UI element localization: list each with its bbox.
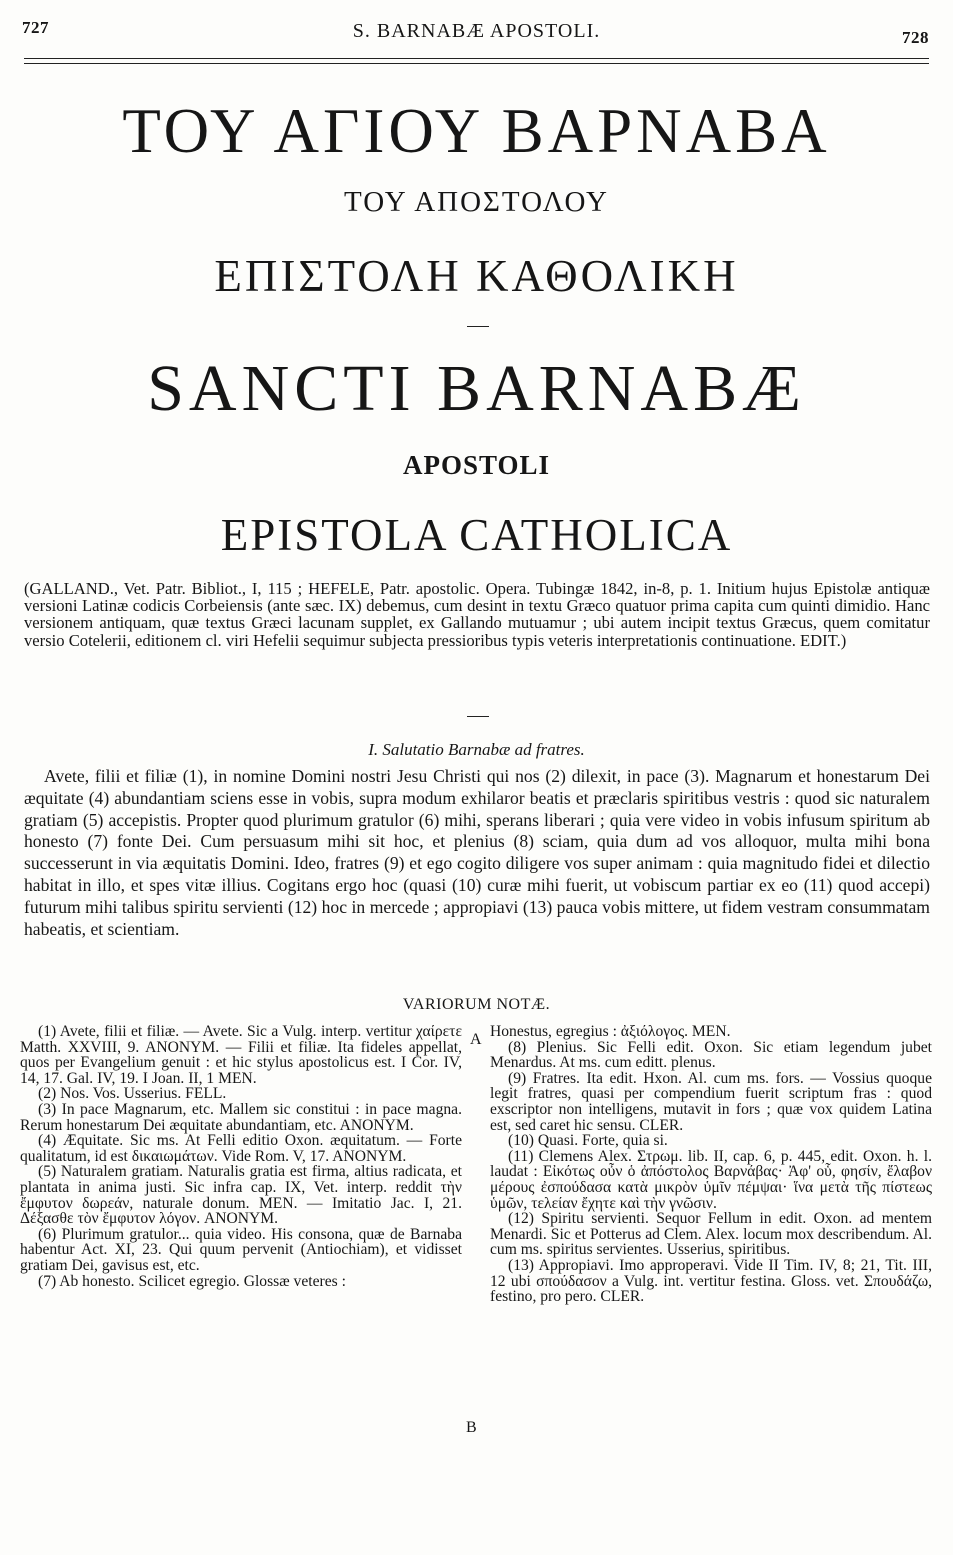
page-number-left: 727 (22, 18, 49, 37)
editorial-introduction: (GALLAND., Vet. Patr. Bibliot., I, 115 ; HEFELE, Patr. apostolic. Opera. Tubingæ 1842, in-8, p. 1. Initium hujus Epistolæ antiquæ versioni Latinæ codicis Corbeiensis (ante sæc. IX) debemus, cum desint in textu Græco quatuor prima capita cum quinti dimidio. Hanc versionem antiquam, quæ textus Græci lacunam supplet, ex Gallando mutuamur ; ubi autem incipit textus Græcus, quem comitatur versio Cotelerii, editionem cl. viri Hefelii sequimur subjecta pressioribus typis veteris interpretationis continuatione. EDIT.) (24, 579, 930, 650)
note-item: (9) Fratres. Ita edit. Hxon. Al. cum ms. fors. — Vossius quoque legit fratres, quasi per compendium fuerit scriptum fras : quod exscriptor non intelligens, mutavit in fors ; quæ vox quidem Latina est, sed caret hic sensu. CLER. (490, 1069, 932, 1134)
notes-column-right (490, 1024, 932, 1305)
running-title: S. BARNABÆ APOSTOLI. (352, 20, 601, 42)
latin-title-epistle: EPISTOLA CATHOLICA (220, 510, 733, 560)
note-item: (2) Nos. Vos. Usserius. FELL. (38, 1085, 227, 1103)
note-item: (6) Plurimum gratulor... quia video. His consona, quæ de Barnaba habentur Act. XI, 23. Qui quum pervenit (Antiochiam), et vidisset gratiam Dei, gavisus est, etc. (20, 1225, 462, 1274)
note-item: Honestus, egregius : ἀξιόλογος. MEN. (490, 1023, 731, 1040)
note-item: (1) Avete, filii et filiæ. — Avete. Sic a Vulg. interp. vertitur χαίρετε Matth. XXVIII, 9. ANONYM. — Filii et filiæ. Ita fideles appellat, quos per Evangelium genuit : et hic stylus apostolicus est. I Cor. IV, 14, 17. Gal. IV, 19. I Joan. II, 1 MEN. (20, 1023, 462, 1087)
notes-heading: VARIORUM NOTÆ. (402, 996, 551, 1013)
note-item: (10) Quasi. Forte, quia si. (508, 1132, 668, 1150)
latin-title-sub: APOSTOLI (402, 450, 551, 480)
note-item: (13) Appropiavi. Imo approperavi. Vide II Tim. IV, 8; 21, Tit. III, 12 ubi σπούδασον a Vulg. int. vertitur festina. Gloss. vet. Σπουδάζω, festino, pro pero. CLER. (490, 1256, 932, 1306)
greek-title-main: ΤΟΥ ΑΓΙΟΥ ΒΑΡΝΑΒΑ (122, 96, 831, 166)
margin-letter-b: B (466, 1419, 477, 1436)
running-head (22, 14, 931, 48)
intro-divider (467, 716, 489, 717)
margin-letter-a: A (470, 1031, 482, 1048)
note-item: (3) In pace Magnarum, etc. Mallem sic constitui : in pace magna. Rerum honestarum Dei æquitate abundantiam, etc. ANONYM. (20, 1100, 462, 1134)
note-item: (8) Plenius. Sic Felli edit. Oxon. Sic etiam legendum jubet Menardus. At ms. cum editt. plenus. (490, 1038, 932, 1072)
latin-title-main: SANCTI BARNABÆ (147, 352, 806, 425)
greek-title-epistle: ΕΠΙΣΤΟΛΗ ΚΑΘΟΛΙΚΗ (214, 251, 739, 301)
greek-title-sub: ΤΟΥ ΑΠΟΣΤΟΛΟΥ (344, 186, 609, 218)
note-item: (5) Naturalem gratiam. Naturalis gratia est firma, altius radicata, et plantata in anima justi. Sic infra cap. IX, Vet. interp. reddit τὴν ἔμφυτον δωρεάν, naturale donum. MEN. — Imitatio Jac. I, 21. Δέξασθε τὸν ἔμφυτον λόγον. ANONYM. (20, 1163, 462, 1228)
section-body-text: Avete, filii et filiæ (1), in nomine Domini nostri Jesu Christi qui nos (2) dilexit, in pace (3). Magnarum et honestarum Dei æquitate (4) abundantiam sciens esse in vobis, supra modum exhilaror beatis et præclaris spiritibus vestris : quod sic naturalem gratiam (5) accepistis. Propter quod plurimum gratulor (6) mihi, sperans liberari ; quia vere video in vobis infusum spiritum ab honesto (7) fonte Dei. Cum persuasum mihi sit hoc, et plenius (8) sciam, quia dum ad vos alloquor, multa mihi bona successerunt in via æquitatis Domini. Ideo, fratres (9) et ego cogito diligere vos super animam : quia magnitudo fidei et dilectio habitat in illo, et spes vitæ illius. Cogitans ergo hoc (quasi (10) curæ mihi fuerit, ut vobiscum partiar ex eo (11) quod accepi) futurum mihi talibus spiritu servienti (12) hoc in mercede ; appropiavi (13) pauca vobis mittere, ut fidem vestram consummatam habeatis, et scientiam. (24, 766, 930, 939)
header-rule (24, 58, 929, 64)
note-item: (4) Æquitate. Sic ms. At Felli editio Oxon. æquitatum. — Forte qualitatum, id est δικαιωμάτων. Vide Rom. V, 17. ANONYM. (20, 1132, 462, 1165)
page-number-right: 728 (902, 28, 929, 47)
title-divider (467, 326, 489, 327)
note-item: (11) Clemens Alex. Στρωμ. lib. II, cap. 6, p. 445, edit. Oxon. h. l. laudat : Εἰκότως οὖν ὁ ἀπόστολος Βαρνάβας· Ἀφ' οὗ, φησίν, ἔλαβον μέρους ἐσπούδασα κατὰ μικρὸν ὑμῖν πέμψαι· ἵνα μετὰ τῆς πίστεως ὑμῶν, τελείαν ἔχητε καὶ τὴν γνῶσιν. (490, 1147, 932, 1212)
note-item: (12) Spiritu servienti. Sequor Fellum in edit. Oxon. ad mentem Menardi. Sic et Potterus ad Clem. Alex. locum mox describendum. Al. cum ms. spiritus servientes. Usserius, spiritibus. (490, 1210, 932, 1259)
note-item: (7) Ab honesto. Scilicet egregio. Glossæ veteres : (38, 1272, 346, 1290)
notes-column-left (20, 1024, 462, 1289)
section-heading: I. Salutatio Barnabæ ad fratres. (368, 740, 585, 759)
